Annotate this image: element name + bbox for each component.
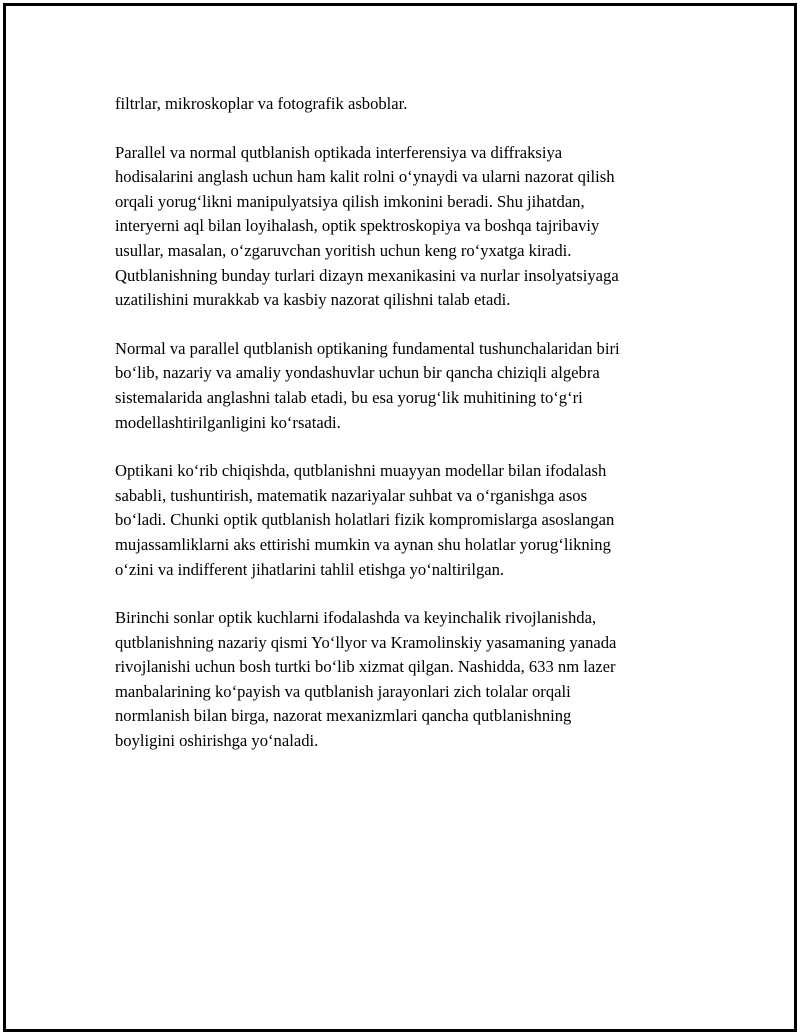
text-line: hodisalarini anglash uchun ham kalit rolni o‘ynaydi va ularni nazorat qilish	[115, 167, 615, 187]
paragraph-2	[115, 141, 690, 313]
text-line: Birinchi sonlar optik kuchlarni ifodalashda va keyinchalik rivojlanishda,	[115, 608, 597, 628]
text-line: qutblanishning nazariy qismi Yo‘llyor va Kramolinskiy yasamaning yanada	[115, 632, 617, 652]
text-line: normlanish bilan birga, nazorat mexanizmlari qancha qutblanishning	[115, 706, 572, 726]
text-line: filtrlar, mikroskoplar va fotografik asboblar.	[115, 94, 408, 113]
text-line: Normal va parallel qutblanish optikaning fundamental tushunchalaridan biri	[115, 338, 620, 358]
text-line: manbalarining ko‘payish va qutblanish jarayonlari zich tolalar orqali	[115, 681, 571, 701]
text-line: sistemalarida anglashni talab etadi, bu esa yorug‘lik muhitining to‘g‘ri	[115, 387, 583, 407]
paragraph-5	[115, 606, 690, 754]
text-line: bo‘lib, nazariy va amaliy yondashuvlar uchun bir qancha chiziqli algebra	[115, 363, 600, 383]
paragraph-3	[115, 337, 690, 435]
text-line: mujassamliklarni aks ettirishi mumkin va aynan shu holatlar yorug‘likning	[115, 534, 611, 554]
text-line: rivojlanishi uchun bosh turtki bo‘lib xizmat qilgan. Nashidda, 633 nm lazer	[115, 657, 616, 677]
text-line: orqali yorug‘likni manipulyatsiya qilish imkonini beradi. Shu jihatdan,	[115, 191, 585, 211]
text-line: o‘zini va indifferent jihatlarini tahlil etishga yo‘naltirilgan.	[115, 559, 505, 579]
paragraph-1	[115, 92, 690, 117]
text-line: bo‘ladi. Chunki optik qutblanish holatlari fizik kompromislarga asoslangan	[115, 510, 615, 530]
text-line: modellashtirilganligini ko‘rsatadi.	[115, 412, 341, 432]
paragraph-4	[115, 459, 690, 582]
text-line: Parallel va normal qutblanish optikada interferensiya va diffraksiya	[115, 142, 563, 162]
text-line: Optikani ko‘rib chiqishda, qutblanishni muayyan modellar bilan ifodalash	[115, 461, 607, 481]
text-line: boyligini oshirishga yo‘naladi.	[115, 731, 319, 751]
text-line: sababli, tushuntirish, matematik nazariyalar suhbat va o‘rganishga asos	[115, 485, 588, 505]
text-line: uzatilishini murakkab va kasbiy nazorat qilishni talab etadi.	[115, 290, 511, 310]
text-line: interyerni aql bilan loyihalash, optik spektroskopiya va boshqa tajribaviy	[115, 216, 600, 236]
text-line: Qutblanishning bunday turlari dizayn mexanikasini va nurlar insolyatsiyaga	[115, 265, 619, 285]
text-line: usullar, masalan, o‘zgaruvchan yoritish uchun keng ro‘yxatga kiradi.	[115, 240, 572, 260]
document-body	[115, 92, 690, 778]
